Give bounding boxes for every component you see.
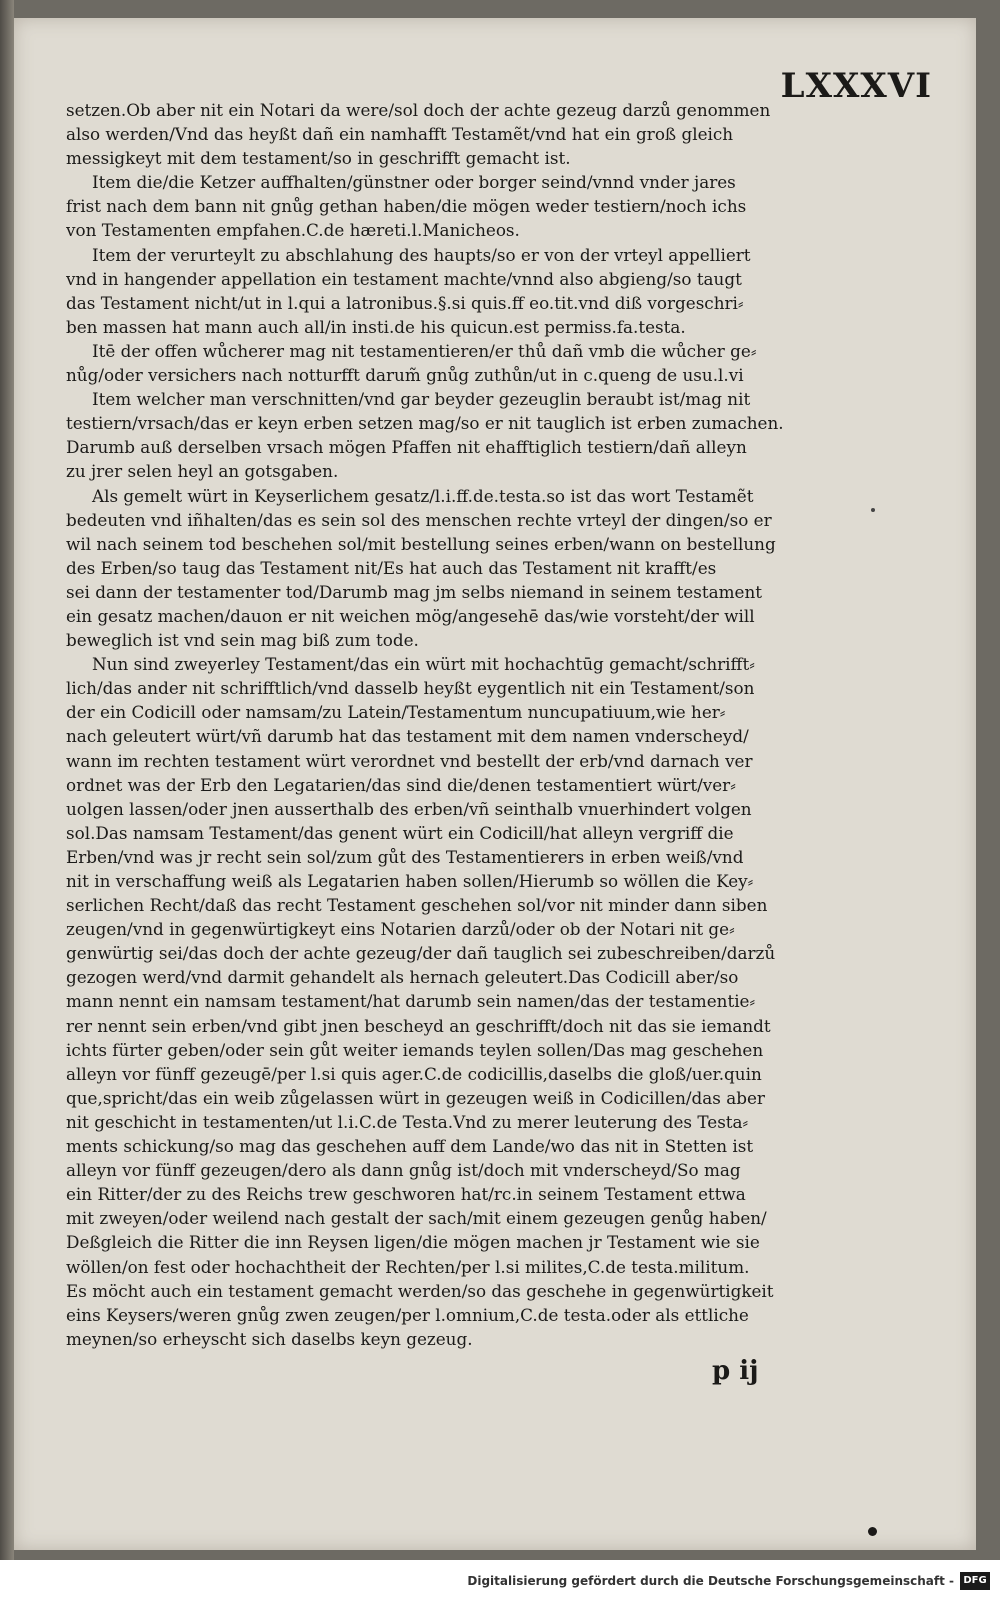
text-line: ein gesatz machen/dauon er nit weichen mög/angesehē das/wie vorsteht/der will	[66, 605, 755, 626]
text-line: sol.Das namsam Testament/das genent würt ein Codicill/hat alleyn vergriff die	[66, 822, 734, 843]
text-line: Darumb auß derselben vrsach mögen Pfaffen nit ehafftiglich testiern/dañ alleyn	[66, 437, 747, 458]
text-line: wil nach seinem tod beschehen sol/mit bestellung seines erben/wann on bestellung	[66, 533, 776, 554]
text-line: von Testamenten empfahen.C.de hæreti.l.Manicheos.	[66, 220, 520, 241]
text-line: meynen/so erheyscht sich daselbs keyn gezeug.	[66, 1328, 473, 1349]
text-line: lich/das ander nit schrifftlich/vnd dasselb heyßt eygentlich nit ein Testament/son	[66, 678, 755, 699]
text-line: ments schickung/so mag das geschehen auff dem Lande/wo das nit in Stetten ist	[66, 1136, 754, 1157]
text-line: der ein Codicill oder namsam/zu Latein/Testamentum nuncupatiuum,wie her⸗	[66, 702, 726, 723]
text-line: ben massen hat mann auch all/in insti.de his quicun.est permiss.fa.testa.	[66, 316, 686, 337]
text-line: wöllen/on fest oder hochachtheit der Rechten/per l.si milites,C.de testa.militum.	[66, 1256, 750, 1277]
text-line: Itē der offen wůcherer mag nit testamentieren/er thů dañ vmb die wůcher ge⸗	[92, 340, 757, 361]
text-line: zu jrer selen heyl an gotsgaben.	[66, 461, 339, 482]
text-line: Erben/vnd was jr recht sein sol/zum gůt des Testamentierers in erben weiß/vnd	[66, 846, 744, 867]
text-line: vnd in hangender appellation ein testament machte/vnnd also abgieng/so taugt	[66, 268, 742, 289]
text-line: uolgen lassen/oder jnen ausserthalb des erben/vñ seinthalb vnuerhindert volgen	[66, 798, 752, 819]
text-line: testiern/vrsach/das er keyn erben setzen mag/so er nit tauglich ist erben zumachen.	[66, 413, 784, 434]
text-line: bedeuten vnd iñhalten/das es sein sol des menschen rechte vrteyl der dingen/so er	[66, 509, 772, 530]
text-line: Item die/die Ketzer auffhalten/günstner oder borger seind/vnnd vnder jares	[92, 172, 736, 193]
text-line: Deßgleich die Ritter die inn Reysen ligen/die mögen machen jr Testament wie sie	[66, 1232, 760, 1253]
text-line: serlichen Recht/daß das recht Testament geschehen sol/vor nit minder dann siben	[66, 895, 768, 916]
ink-speck	[871, 508, 875, 512]
text-line: Nun sind zweyerley Testament/das ein würt mit hochachtūg gemacht/schrifft⸗	[92, 654, 755, 675]
text-line: des Erben/so taug das Testament nit/Es hat auch das Testament nit krafft/es	[66, 557, 717, 578]
text-line: Als gemelt würt in Keyserlichem gesatz/l.i.ff.de.testa.so ist das wort Testamẽt	[92, 485, 754, 506]
text-line: nach geleutert würt/vñ darumb hat das testament mit dem namen vnderscheyd/	[66, 726, 749, 747]
text-line: mann nennt ein namsam testament/hat darumb sein namen/das der testamentie⸗	[66, 991, 756, 1012]
text-block	[66, 98, 816, 1351]
text-line: genwürtig sei/das doch der achte gezeug/der dañ tauglich sei zubeschreiben/darzů	[66, 943, 776, 964]
page-edge	[0, 0, 14, 1560]
text-line: zeugen/vnd in gegenwürtigkeyt eins Notarien darzů/oder ob der Notari nit ge⸗	[66, 919, 735, 940]
text-line: gezogen werd/vnd darmit gehandelt als hernach geleutert.Das Codicill aber/so	[66, 967, 739, 988]
text-line: nit geschicht in testamenten/ut l.i.C.de Testa.Vnd zu merer leuterung des Testa⸗	[66, 1111, 749, 1132]
text-line: beweglich ist vnd sein mag biß zum tode.	[66, 630, 419, 651]
footer-bar	[0, 1566, 1000, 1599]
text-line: Es möcht auch ein testament gemacht werden/so das geschehe in gegenwürtigkeit	[66, 1280, 774, 1301]
text-line: Item der verurteylt zu abschlahung des haupts/so er von der vrteyl appelliert	[92, 244, 751, 265]
text-line: alleyn vor fünff gezeugē/per l.si quis ager.C.de codicillis,daselbs die gloß/uer.quin	[66, 1063, 762, 1084]
text-line: alleyn vor fünff gezeugen/dero als dann gnůg ist/doch mit vnderscheyd/So mag	[66, 1160, 741, 1181]
footer-credit: Digitalisierung gefördert durch die Deutsche Forschungsgemeinschaft -	[467, 1574, 954, 1588]
text-line: nůg/oder versichers nach notturfft darum̃ gnůg zuthůn/ut in c.queng de usu.l.vi	[66, 365, 744, 386]
folio-number: LXXXVI	[780, 66, 932, 106]
signature-mark: p ij	[712, 1356, 759, 1386]
text-line: wann im rechten testament würt verordnet vnd bestellt der erb/vnd darnach ver	[66, 750, 753, 771]
text-line: setzen.Ob aber nit ein Notari da were/sol doch der achte gezeug darzů genommen	[66, 100, 771, 120]
text-line: sei dann der testamenter tod/Darumb mag jm selbs niemand in seinem testament	[66, 581, 762, 602]
text-line: also werden/Vnd das heyßt dañ ein namhafft Testamẽt/vnd hat ein groß gleich	[66, 124, 734, 145]
ink-dot	[868, 1527, 877, 1536]
text-line: das Testament nicht/ut in l.qui a latronibus.§.si quis.ff eo.tit.vnd diß vorgeschri⸗	[66, 292, 744, 313]
text-line: ichts fürter geben/oder sein gůt weiter iemands teylen sollen/Das mag geschehen	[66, 1039, 764, 1060]
text-line: ordnet was der Erb den Legatarien/das sind die/denen testamentiert würt/ver⸗	[66, 774, 736, 795]
text-line: mit zweyen/oder weilend nach gestalt der sach/mit einem gezeugen genůg haben/	[66, 1208, 767, 1229]
dfg-logo: DFG	[960, 1572, 990, 1590]
text-line: eins Keysers/weren gnůg zwen zeugen/per l.omnium,C.de testa.oder als ettliche	[66, 1304, 749, 1325]
text-line: rer nennt sein erben/vnd gibt jnen bescheyd an geschrifft/doch nit das sie iemandt	[66, 1015, 771, 1036]
text-line: frist nach dem bann nit gnůg gethan haben/die mögen weder testiern/noch ichs	[66, 196, 747, 217]
text-line: que,spricht/das ein weib zůgelassen würt in gezeugen weiß in Codicillen/das aber	[66, 1087, 765, 1108]
text-line: messigkeyt mit dem testament/so in geschrifft gemacht ist.	[66, 148, 571, 169]
text-line: Item welcher man verschnitten/vnd gar beyder gezeuglin beraubt ist/mag nit	[92, 389, 751, 410]
text-line: nit in verschaffung weiß als Legatarien haben sollen/Hierumb so wöllen die Key⸗	[66, 871, 754, 891]
text-line: ein Ritter/der zu des Reichs trew geschworen hat/rc.in seinem Testament ettwa	[66, 1184, 746, 1205]
